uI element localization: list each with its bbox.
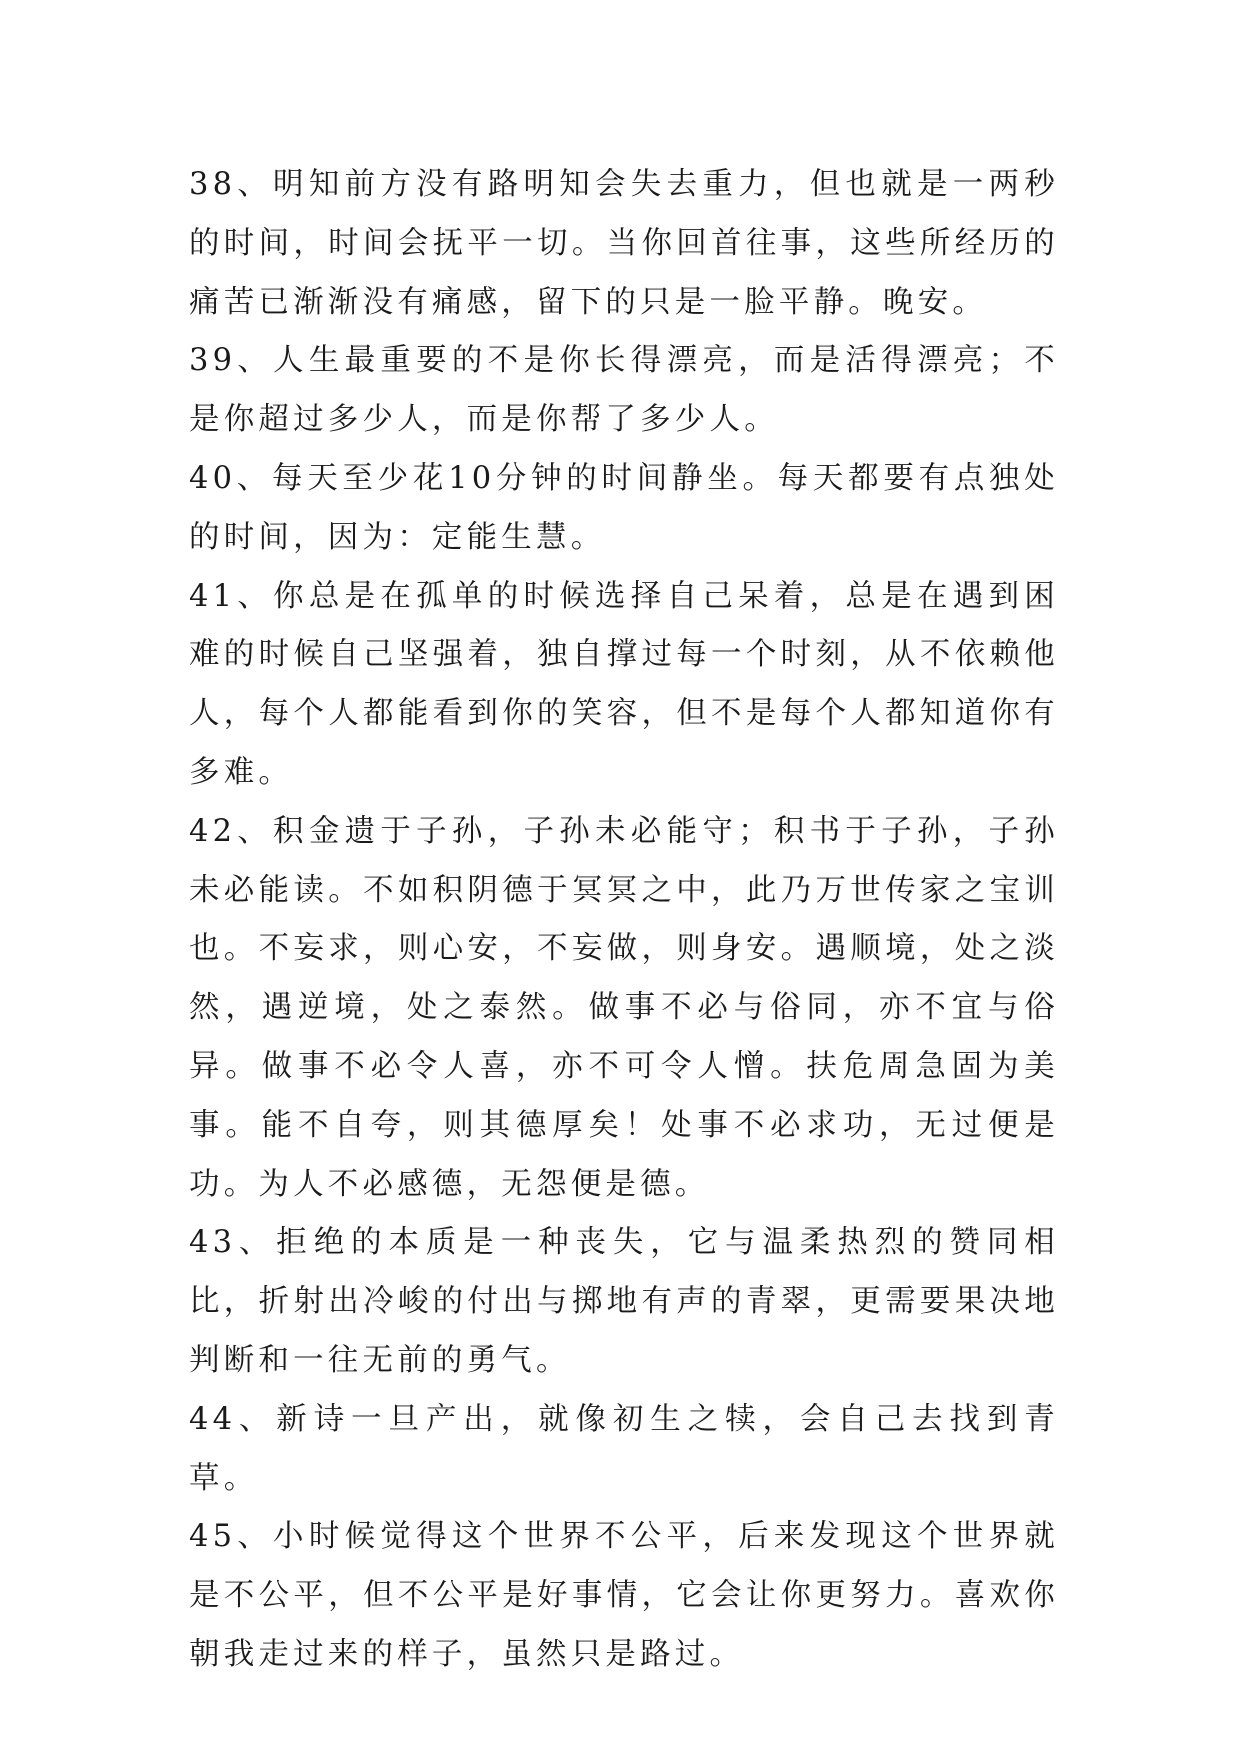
- paragraph-40: 40、每天至少花10分钟的时间静坐。每天都要有点独处的时间，因为：定能生慧。: [189, 460, 1059, 555]
- paragraph-38: 38、明知前方没有路明知会失去重力，但也就是一两秒的时间，时间会抚平一切。当你回首往事，这些所经历的痛苦已渐渐没有痛感，留下的只是一脸平静。晚安。: [189, 167, 1059, 320]
- paragraph-41: 41、你总是在孤单的时候选择自己呆着，总是在遇到困难的时候自己坚强着，独自撑过每一个时刻，从不依赖他人，每个人都能看到你的笑容，但不是每个人都知道你有多难。: [189, 578, 1059, 790]
- paragraph-45: 45、小时候觉得这个世界不公平，后来发现这个世界就是不公平，但不公平是好事情，它会让你更努力。喜欢你朝我走过来的样子，虽然只是路过。: [189, 1519, 1059, 1672]
- paragraph-43: 43、拒绝的本质是一种丧失，它与温柔热烈的赞同相比，折射出冷峻的付出与掷地有声的青翠，更需要果决地判断和一往无前的勇气。: [189, 1225, 1059, 1378]
- paragraph-44: 44、新诗一旦产出，就像初生之犊，会自己去找到青草。: [189, 1401, 1059, 1496]
- paragraph-42: 42、积金遗于子孙，子孙未必能守；积书于子孙，子孙未必能读。不如积阴德于冥冥之中，此乃万世传家之宝训也。不妄求，则心安，不妄做，则身安。遇顺境，处之淡然，遇逆境，处之泰然。做事不必与俗同，亦不宜与俗异。做事不必令人喜，亦不可令人憎。扶危周急固为美事。能不自夸，则其德厚矣！处事不必求功，无过便是功。为人不必感德，无怨便是德。: [189, 813, 1059, 1202]
- paragraph-39: 39、人生最重要的不是你长得漂亮，而是活得漂亮；不是你超过多少人，而是你帮了多少人。: [189, 343, 1059, 438]
- document-body: [189, 156, 1059, 1685]
